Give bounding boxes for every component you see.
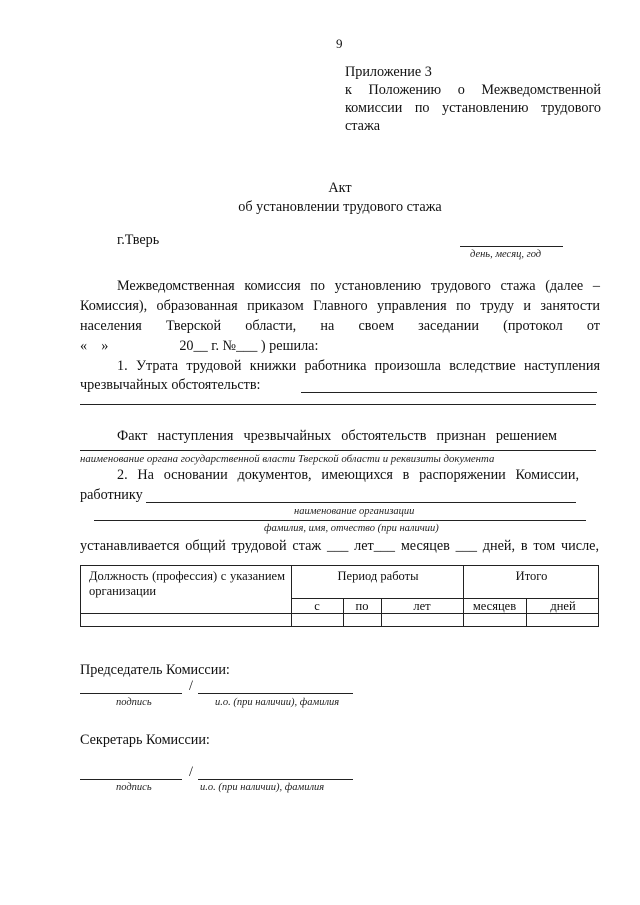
chairman-label: Председатель Комиссии: (80, 662, 230, 678)
appendix-line: комиссии по установлению трудового (345, 100, 601, 116)
fio-caption: фамилия, имя, отчество (при наличии) (264, 523, 439, 534)
body-text: населения Тверской области, на своем заседании (протокол от (80, 318, 600, 334)
authority-caption: наименование органа государственной власти Тверской области и реквизиты документа (80, 453, 495, 465)
body-text: 1. Утрата трудовой книжки работника произошла вследствие наступления (117, 358, 600, 374)
slash: / (189, 764, 193, 780)
sign-caption: подпись (116, 697, 152, 708)
name-caption: и.о. (при наличии), фамилия (200, 782, 325, 793)
table-header-from: с (314, 599, 320, 613)
body-text: « » 20__ г. №___ ) решила: (80, 338, 319, 354)
table-header-years: лет (413, 599, 431, 613)
table-divider (291, 566, 292, 626)
city-label: г.Тверь (117, 232, 160, 248)
fill-line[interactable] (301, 392, 597, 393)
act-title: Акт (328, 180, 352, 196)
fill-line[interactable] (94, 520, 586, 521)
organization-caption: наименование организации (294, 506, 415, 517)
table-header-months: месяцев (472, 599, 517, 613)
secretary-label: Секретарь Комиссии: (80, 732, 210, 748)
body-text: чрезвычайных обстоятельств: (80, 377, 261, 393)
chairman-sign-line[interactable] (80, 693, 182, 694)
slash: / (189, 678, 193, 694)
sign-caption: подпись (116, 782, 152, 793)
date-caption: день, месяц, год (470, 249, 542, 260)
fill-line[interactable] (146, 502, 576, 503)
name-caption: и.о. (при наличии), фамилия (215, 697, 340, 708)
table-header-days: дней (550, 599, 576, 613)
table-header-to: по (355, 599, 369, 613)
body-text: Межведомственная комиссия по установлению трудового стажа (далее – (117, 278, 600, 294)
appendix-line: к Положению о Межведомственной (345, 82, 601, 98)
page-number: 9 (336, 36, 343, 51)
secretary-name-line[interactable] (198, 779, 353, 780)
table-header-total: Итого (515, 569, 548, 583)
appendix-line: стажа (345, 118, 381, 134)
table-header-position: Должность (профессия) с указанием организации (89, 569, 285, 598)
body-text: 2. На основании документов, имеющихся в распоряжении Комиссии, (117, 467, 579, 483)
appendix-title: Приложение 3 (345, 64, 432, 80)
fill-line[interactable] (80, 404, 596, 405)
body-text: Факт наступления чрезвычайных обстоятельств признан решением (117, 428, 557, 444)
date-line (460, 246, 563, 247)
body-text: работнику (80, 487, 143, 503)
body-text: Комиссия), образованная приказом Главного управления по труду и занятости (80, 298, 600, 314)
body-text: устанавливается общий трудовой стаж ___ лет___ месяцев ___ дней, в том числе, (80, 538, 599, 554)
chairman-name-line[interactable] (198, 693, 353, 694)
fill-line[interactable] (80, 450, 596, 451)
experience-table (80, 565, 599, 627)
secretary-sign-line[interactable] (80, 779, 182, 780)
table-header-period: Период работы (337, 569, 419, 583)
act-subtitle: об установлении трудового стажа (238, 199, 442, 215)
